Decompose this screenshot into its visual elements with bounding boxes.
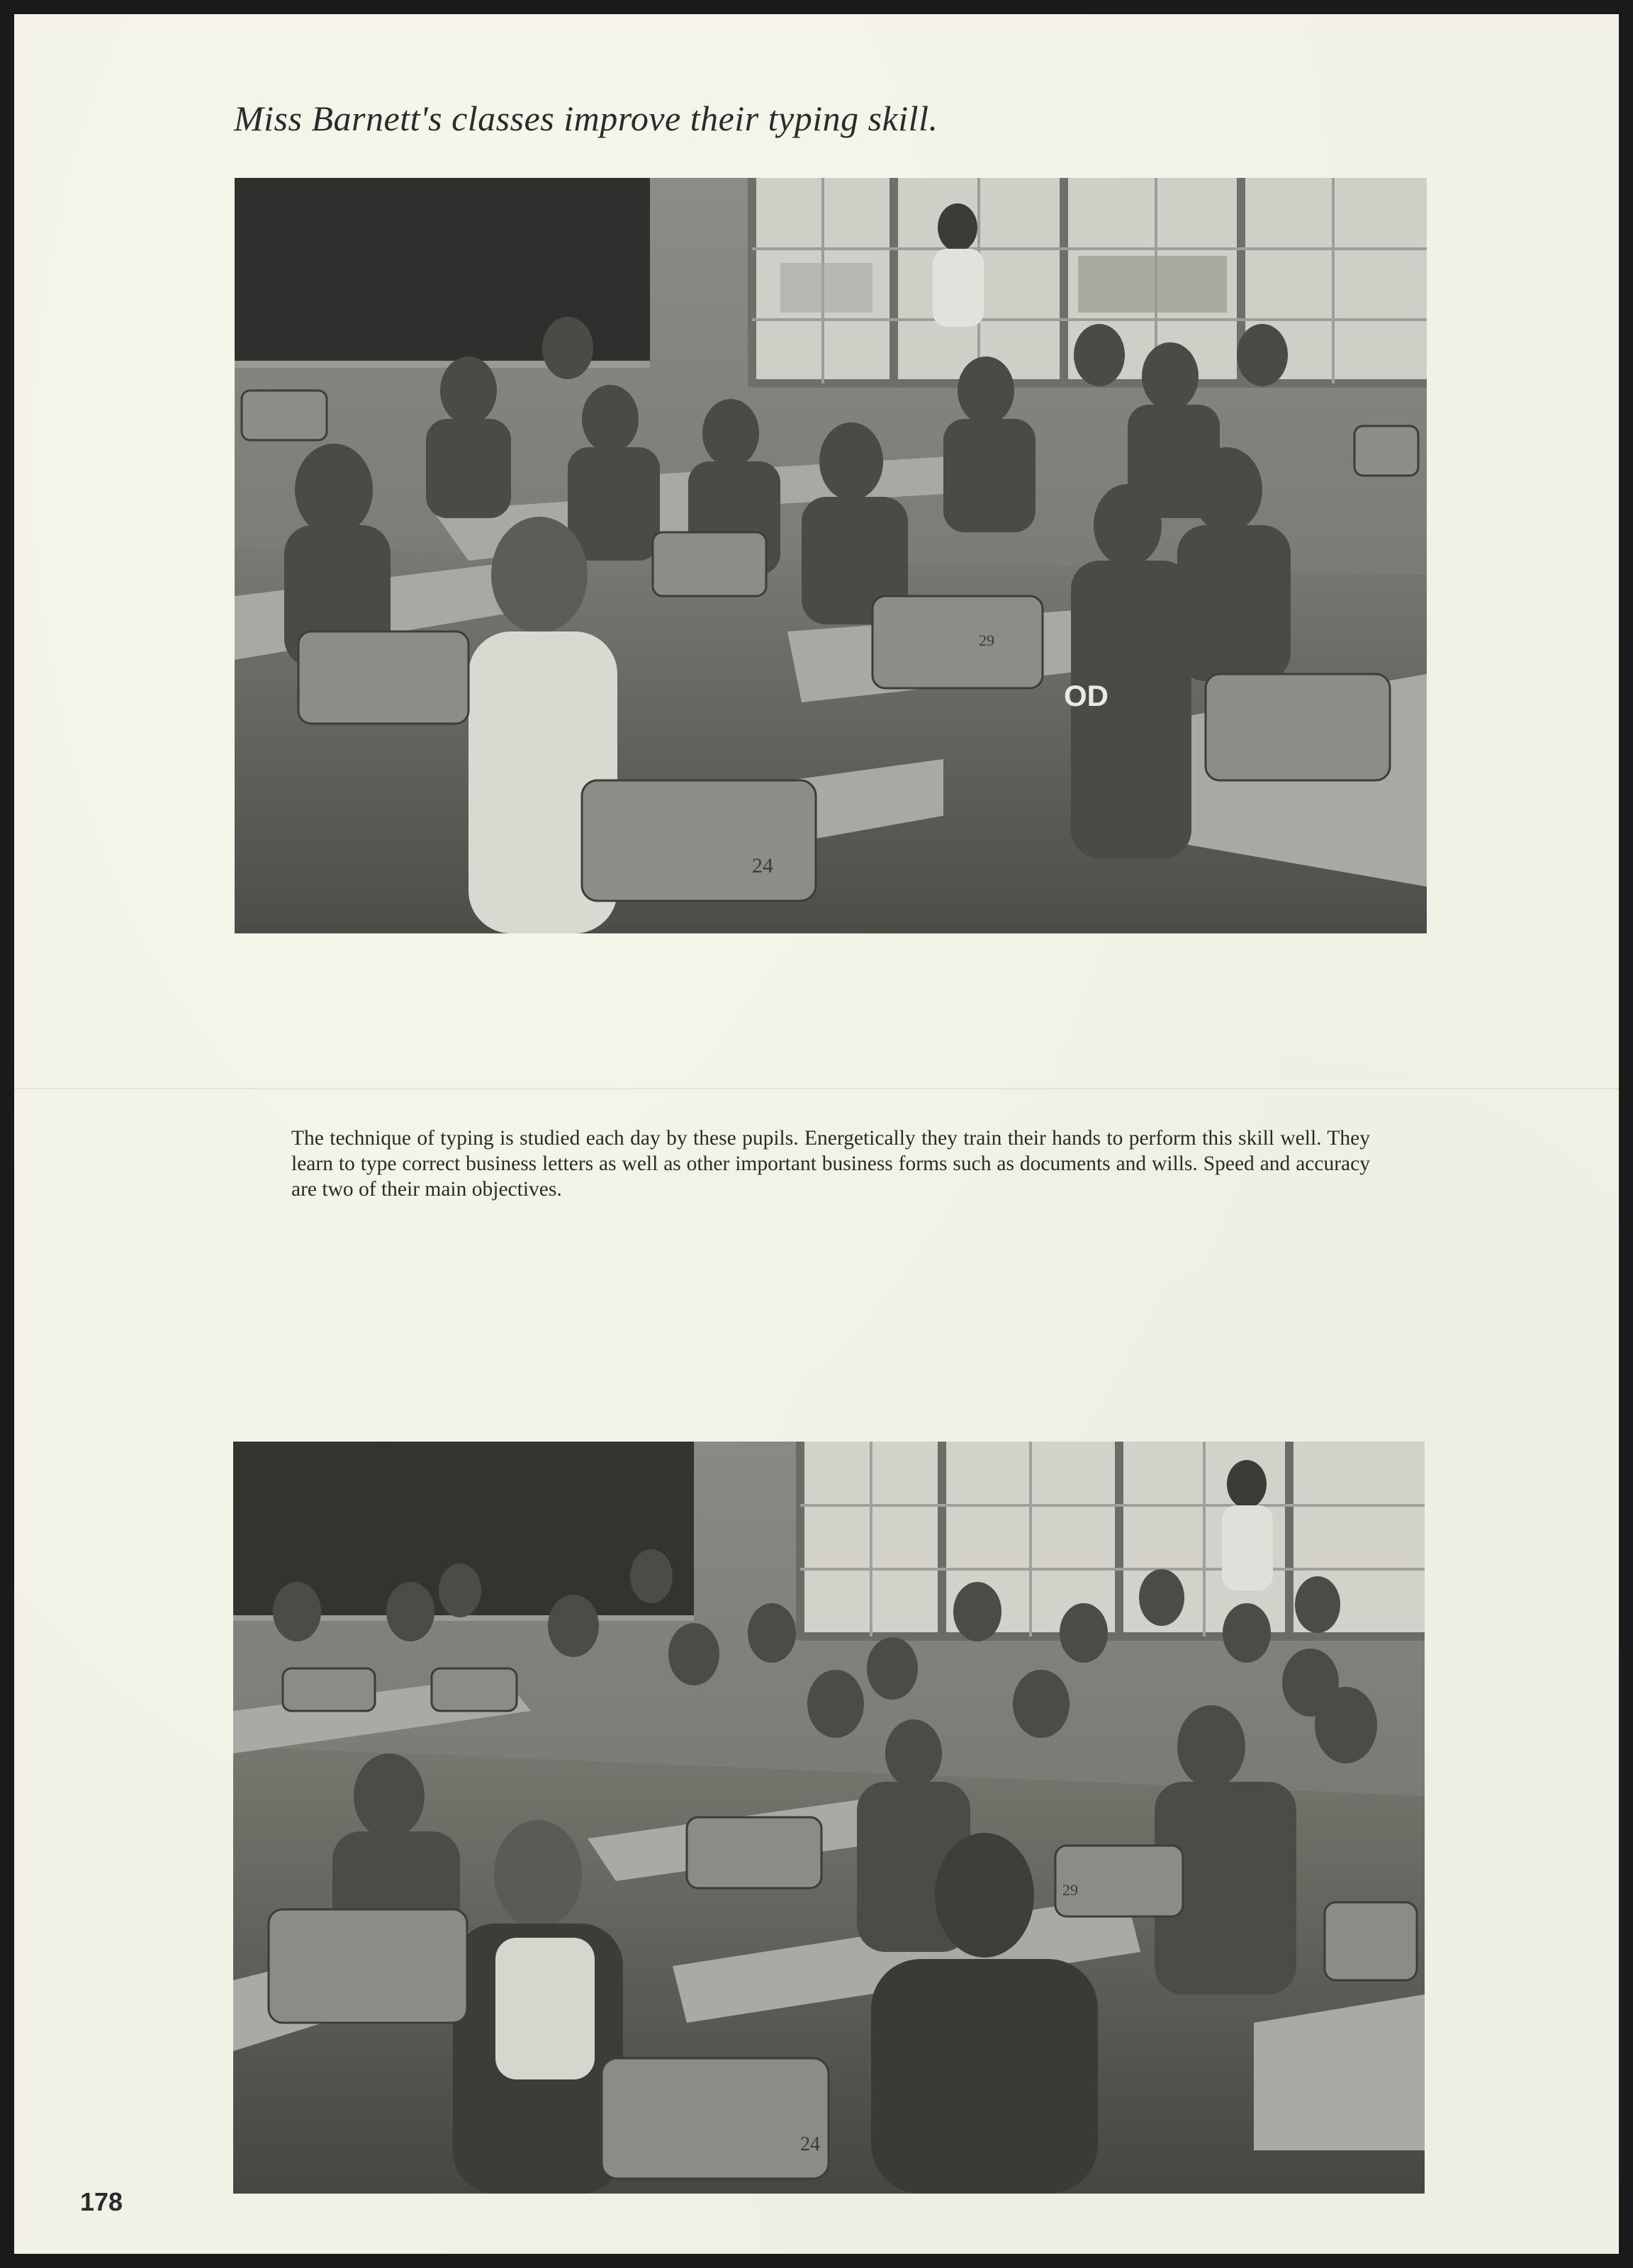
- caption-text: The technique of typing is studied each day by these pupils. Energetically they train their hands to perform this skill well. They learn to type correct business letters as well as other important business forms such as documents and wills. Speed and accuracy are two of their main objectives.: [291, 1127, 1370, 1201]
- desk-number-front: 24: [800, 2133, 820, 2155]
- photo-caption: [291, 1125, 1370, 1202]
- top-classroom-photo: [235, 178, 1427, 933]
- desk-number-front: 24: [752, 854, 773, 877]
- desk-number-middle: 29: [1062, 1881, 1078, 1899]
- uniform-letters: OD: [1064, 679, 1109, 712]
- page-title: Miss Barnett's classes improve their typing skill.: [234, 99, 938, 138]
- page-fold-line: [14, 1088, 1619, 1089]
- page-number: 178: [80, 2187, 123, 2216]
- desk-number-middle: 29: [979, 631, 994, 649]
- bottom-classroom-photo: [233, 1442, 1425, 2194]
